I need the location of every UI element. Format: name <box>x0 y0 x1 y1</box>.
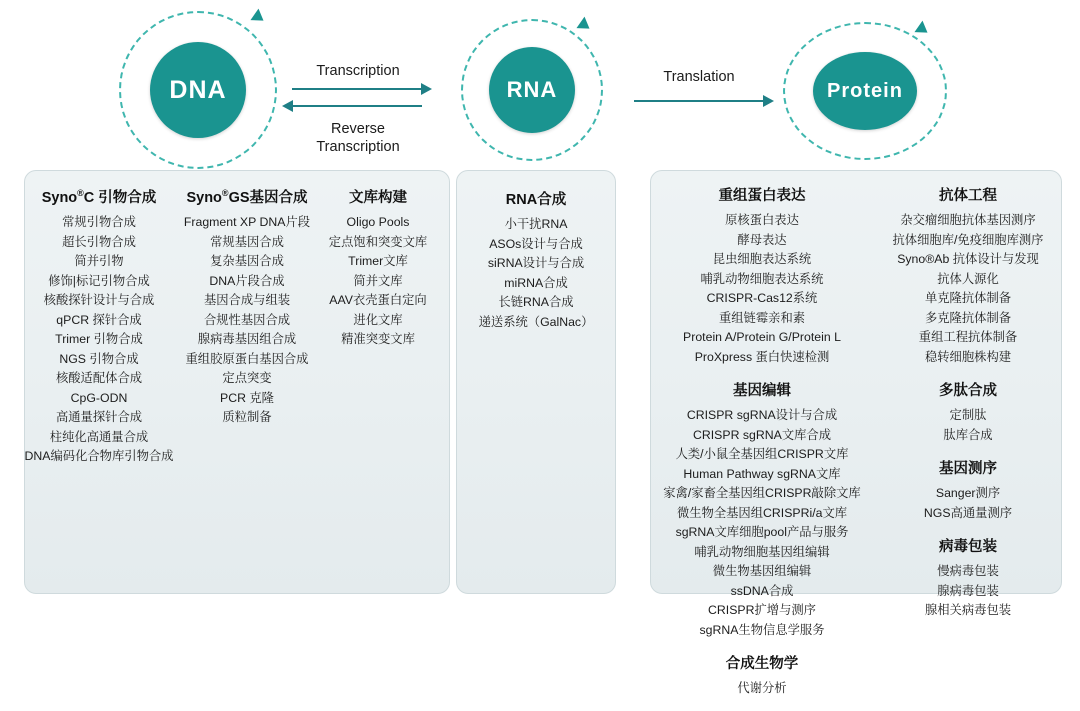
label-transcription: Transcription <box>316 63 400 79</box>
group-recombinant-protein-expression-title: 重组蛋白表达 <box>718 188 806 204</box>
list-item[interactable]: 稳转细胞株构建 <box>924 349 1012 364</box>
list-item[interactable]: Human Pathway sgRNA文库 <box>683 466 841 481</box>
list-item[interactable]: 酵母表达 <box>737 232 787 247</box>
list-item[interactable]: 超长引物合成 <box>62 234 136 249</box>
group-peptide-synthesis <box>874 379 1062 445</box>
column-rna-synthesis-title: RNA合成 <box>505 192 567 208</box>
list-item[interactable]: 抗体人源化 <box>937 271 999 286</box>
group-gene-editing <box>650 379 874 640</box>
list-item[interactable]: Sanger测序 <box>935 486 1001 500</box>
list-item[interactable]: siRNA设计与合成 <box>487 256 585 270</box>
list-item[interactable]: 小干扰RNA <box>504 217 568 231</box>
node-dna[interactable] <box>150 42 246 138</box>
list-item[interactable]: 家禽/家畜全基因组CRISPR敲除文库 <box>663 486 861 500</box>
list-item[interactable]: 合规性基因合成 <box>203 312 291 327</box>
arrow-transcription-icon <box>292 88 422 90</box>
label-reverse-transcription <box>288 120 428 156</box>
list-item[interactable]: DNA片段合成 <box>209 273 285 288</box>
column-rna-synthesis <box>456 188 616 332</box>
list-item[interactable]: CpG-ODN <box>70 390 128 405</box>
list-item[interactable]: 进化文库 <box>353 312 403 327</box>
group-gene-sequencing <box>874 457 1062 523</box>
list-item[interactable]: sgRNA生物信息学服务 <box>699 622 825 637</box>
list-item[interactable]: 修饰|标记引物合成 <box>48 273 150 288</box>
list-item[interactable]: miRNA合成 <box>504 275 568 290</box>
list-item[interactable]: ASOs设计与合成 <box>489 236 583 251</box>
list-item[interactable]: DNA编码化合物库引物合成 <box>24 449 174 463</box>
list-item[interactable]: 柱纯化高通量合成 <box>49 429 149 444</box>
protein-cycle-arrowhead-icon <box>914 21 931 39</box>
group-synthetic-biology-title: 合成生物学 <box>725 656 799 672</box>
list-item[interactable]: 高通量探针合成 <box>55 410 143 424</box>
list-item[interactable]: 慢病毒包装 <box>937 564 999 578</box>
node-dna-label: DNA <box>169 75 227 104</box>
list-item[interactable]: 肽库合成 <box>943 427 993 442</box>
list-item[interactable]: 定点突变 <box>222 371 272 385</box>
list-item[interactable]: 单克隆抗体制备 <box>924 291 1012 305</box>
column-protein-left <box>650 182 874 711</box>
central-dogma-flow <box>0 0 1080 170</box>
list-item[interactable]: 抗体细胞库/免疫细胞库测序 <box>892 232 1044 247</box>
node-protein[interactable] <box>813 52 917 130</box>
list-item[interactable]: Fragment XP DNA片段 <box>183 215 311 229</box>
list-item[interactable]: 哺乳动物细胞表达系统 <box>700 271 824 286</box>
list-item[interactable]: 杂交瘤细胞抗体基因测序 <box>900 213 1036 227</box>
list-item[interactable]: 腺相关病毒包装 <box>924 603 1012 617</box>
label-reverse-transcription-line2: Transcription <box>316 139 400 155</box>
list-item[interactable]: 递送系统（GalNac） <box>478 314 594 329</box>
group-peptide-synthesis-title: 多肽合成 <box>939 383 997 399</box>
list-item[interactable]: CRISPR-Cas12系统 <box>706 291 818 305</box>
list-item[interactable]: 长链RNA合成 <box>498 295 574 309</box>
list-item[interactable]: 定制肽 <box>949 408 987 422</box>
group-gene-editing-title: 基因编辑 <box>733 383 791 399</box>
list-item[interactable]: 昆虫细胞表达系统 <box>712 252 812 266</box>
label-translation: Translation <box>663 69 735 85</box>
list-item[interactable]: NGS 引物合成 <box>59 351 139 366</box>
list-item[interactable]: Trimer 引物合成 <box>55 332 143 346</box>
list-item[interactable]: 常规基因合成 <box>210 234 284 249</box>
list-item[interactable]: 简并引物 <box>74 254 124 268</box>
list-item[interactable]: 简并文库 <box>353 273 403 288</box>
list-item[interactable]: AAV衣壳蛋白定向 <box>329 293 427 307</box>
list-item[interactable]: 人类/小鼠全基因组CRISPR文库 <box>675 447 849 461</box>
node-protein-label: Protein <box>827 79 903 102</box>
list-item[interactable]: Oligo Pools <box>346 215 410 229</box>
list-item[interactable]: 精准突变文库 <box>341 332 415 346</box>
list-item[interactable]: 腺病毒包装 <box>937 583 999 598</box>
list-item[interactable]: 重组链霉亲和素 <box>718 310 806 325</box>
column-oligo-synthesis <box>24 186 174 467</box>
node-rna[interactable] <box>489 47 575 133</box>
list-item[interactable]: 腺病毒基因组合成 <box>197 332 297 346</box>
list-item[interactable]: CRISPR sgRNA设计与合成 <box>686 408 838 422</box>
list-item[interactable]: 原核蛋白表达 <box>725 213 799 227</box>
list-item[interactable]: 定点饱和突变文库 <box>328 234 428 249</box>
label-reverse-transcription-line1: Reverse <box>331 121 385 137</box>
list-item[interactable]: 常规引物合成 <box>62 215 136 229</box>
list-item[interactable]: 基因合成与组装 <box>203 293 291 307</box>
group-synthetic-biology <box>650 652 874 699</box>
group-viral-packaging-title: 病毒包装 <box>939 539 997 555</box>
list-item[interactable]: 哺乳动物细胞基因组编辑 <box>694 544 830 559</box>
column-library-construction-title: 文库构建 <box>349 190 407 206</box>
group-antibody-engineering <box>874 184 1062 367</box>
list-item[interactable]: 微生物基因组编辑 <box>712 564 812 578</box>
list-item[interactable]: PCR 克隆 <box>220 390 274 405</box>
list-item[interactable]: 核酸适配体合成 <box>55 371 143 385</box>
list-item[interactable]: Trimer文库 <box>348 254 408 268</box>
arrow-translation-icon <box>634 100 764 102</box>
list-item[interactable]: ProXpress 蛋白快速检测 <box>694 349 830 364</box>
group-recombinant-protein-expression <box>650 184 874 367</box>
list-item[interactable]: 重组工程抗体制备 <box>918 330 1018 344</box>
dna-cycle-arrowhead-icon <box>250 9 267 27</box>
rna-cycle-arrowhead-icon <box>576 17 593 35</box>
list-item[interactable]: ssDNA合成 <box>730 583 794 598</box>
group-gene-sequencing-title: 基因测序 <box>939 461 997 477</box>
list-item[interactable]: CRISPR扩增与测序 <box>708 603 816 617</box>
node-rna-label: RNA <box>506 77 558 102</box>
list-item[interactable]: 微生物全基因组CRISPRi/a文库 <box>676 505 848 520</box>
column-library-construction <box>316 186 440 350</box>
column-gene-synthesis <box>172 186 322 428</box>
list-item[interactable]: 质粒制备 <box>222 410 272 424</box>
group-antibody-engineering-title: 抗体工程 <box>939 188 997 204</box>
column-oligo-synthesis-title: Syno®C 引物合成 <box>41 188 157 206</box>
list-item[interactable]: qPCR 探针合成 <box>56 312 142 327</box>
column-protein-right <box>874 182 1062 633</box>
list-item[interactable]: Protein A/Protein G/Protein L <box>683 330 841 344</box>
arrow-reverse-transcription-icon <box>292 105 422 107</box>
list-item[interactable]: sgRNA文库细胞pool产品与服务 <box>675 525 849 539</box>
list-item[interactable]: 复杂基因合成 <box>210 254 284 268</box>
list-item[interactable]: 多克隆抗体制备 <box>924 310 1012 325</box>
list-item[interactable]: NGS高通量测序 <box>923 505 1013 520</box>
list-item[interactable]: Syno®Ab 抗体设计与发现 <box>897 252 1039 266</box>
list-item[interactable]: 核酸探针设计与合成 <box>43 293 155 307</box>
column-gene-synthesis-title: Syno®GS基因合成 <box>186 188 308 206</box>
list-item[interactable]: 代谢分析 <box>737 681 787 695</box>
list-item[interactable]: CRISPR sgRNA文库合成 <box>692 427 832 442</box>
list-item[interactable]: 重组胶原蛋白基因合成 <box>185 351 309 366</box>
